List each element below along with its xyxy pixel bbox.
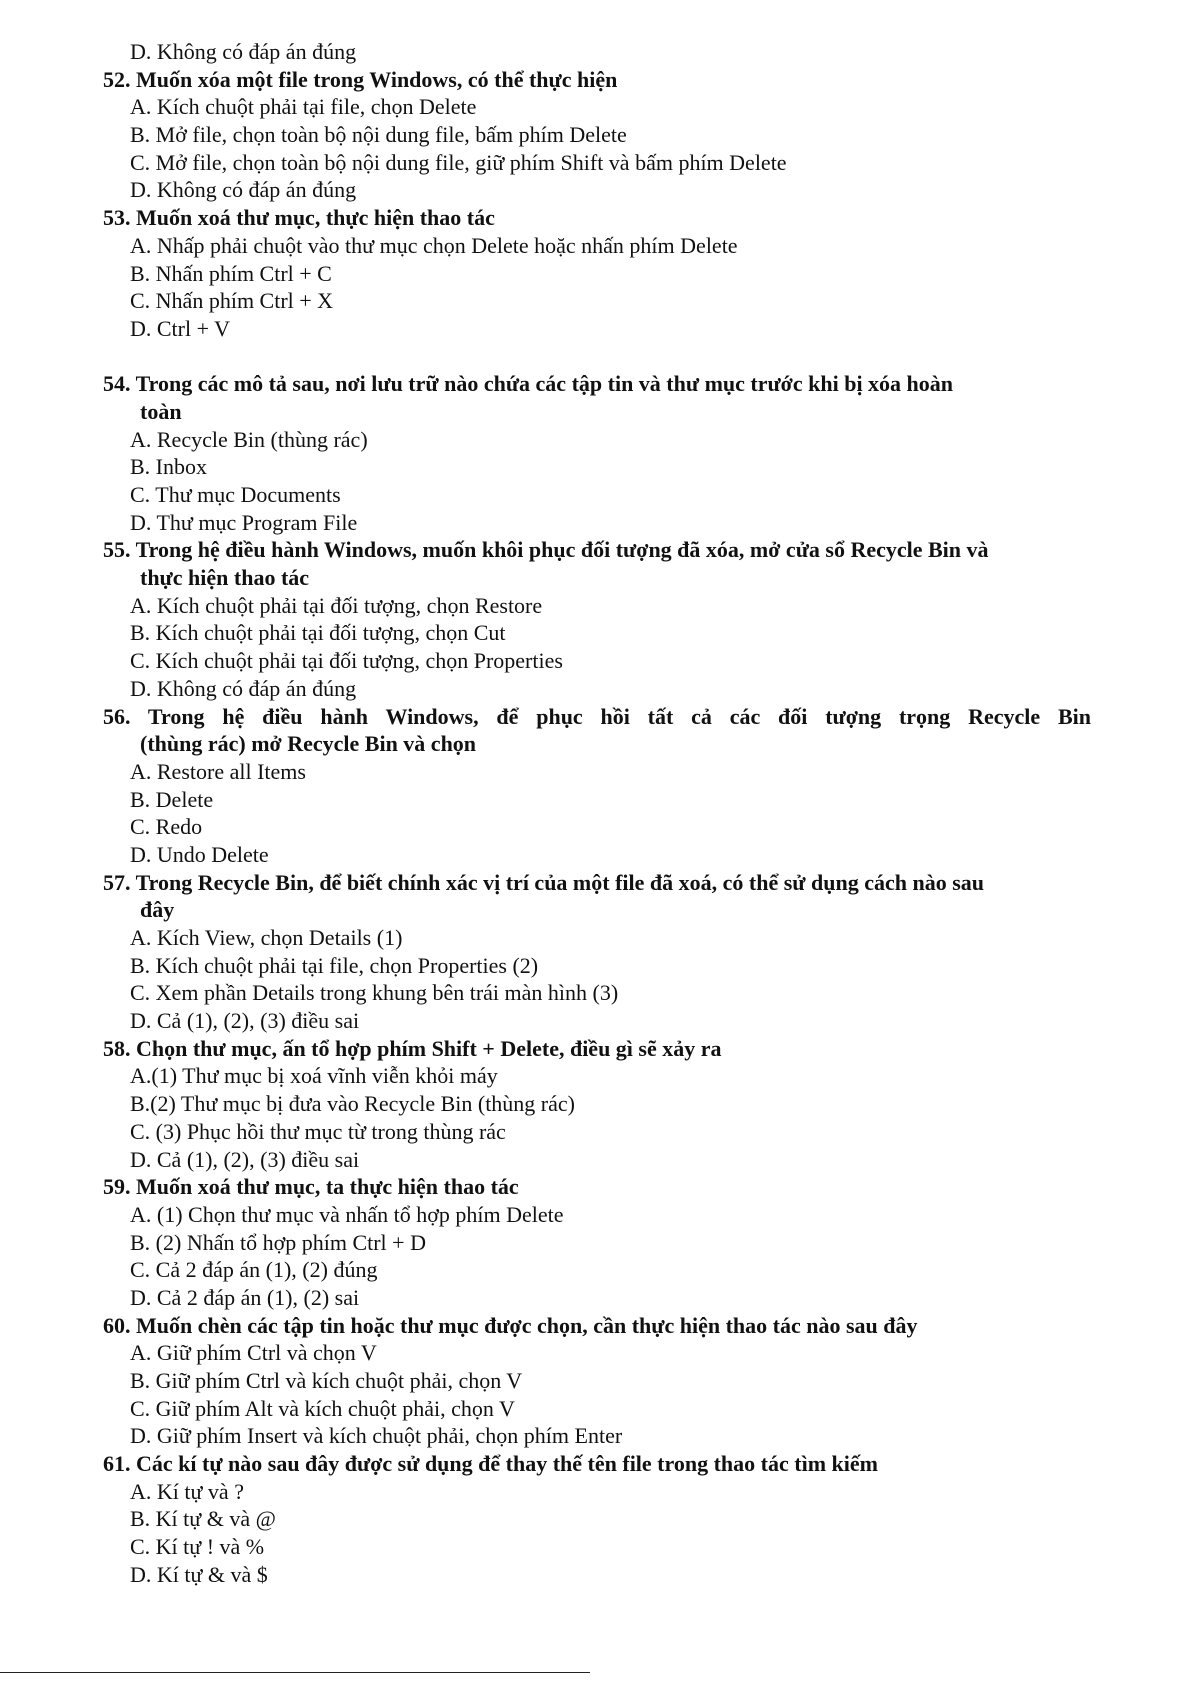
option-d: D. Không có đáp án đúng: [130, 675, 357, 701]
option-c: C. Cả 2 đáp án (1), (2) đúng: [130, 1257, 378, 1283]
option-a: A. Kích chuột phải tại file, chọn Delete: [130, 94, 477, 120]
question-52: 52. Muốn xóa một file trong Windows, có thể thực hiện: [103, 66, 618, 92]
option-d: D. Cả (1), (2), (3) điều sai: [130, 1008, 360, 1034]
option-c: C. Kích chuột phải tại đối tượng, chọn Properties: [130, 648, 563, 674]
question-59: 59. Muốn xoá thư mục, ta thực hiện thao tác: [103, 1174, 519, 1200]
option-d: D. Không có đáp án đúng: [130, 177, 357, 203]
option-c: C. (3) Phục hồi thư mục từ trong thùng rác: [130, 1118, 506, 1144]
option-b: B. Giữ phím Ctrl và kích chuột phải, chọn V: [130, 1368, 523, 1393]
question-61: 61. Các kí tự nào sau đây được sử dụng để thay thế tên file trong thao tác tìm kiếm: [103, 1451, 878, 1477]
option-c: C. Giữ phím Alt và kích chuột phải, chọn V: [130, 1395, 515, 1421]
option-d: D. Giữ phím Insert và kích chuột phải, chọn phím Enter: [130, 1423, 623, 1449]
option-a: A. (1) Chọn thư mục và nhấn tổ hợp phím Delete: [130, 1201, 564, 1227]
option-a: A.(1) Thư mục bị xoá vĩnh viễn khỏi máy: [130, 1063, 498, 1089]
option-a: A. Kích View, chọn Details (1): [130, 925, 403, 950]
option-b: B. (2) Nhấn tổ hợp phím Ctrl + D: [130, 1229, 426, 1255]
question-55-continuation: thực hiện thao tác: [140, 565, 310, 591]
question-54-continuation: toàn: [140, 398, 182, 424]
option-c: C. Xem phần Details trong khung bên trái màn hình (3): [130, 980, 619, 1006]
question-55: 55. Trong hệ điều hành Windows, muốn khôi phục đối tượng đã xóa, mở cửa sổ Recycle Bin và: [103, 537, 989, 563]
question-60: 60. Muốn chèn các tập tin hoặc thư mục được chọn, cần thực hiện thao tác nào sau đây: [103, 1312, 918, 1338]
option-d: D. Cả 2 đáp án (1), (2) sai: [130, 1284, 360, 1310]
option-b: B. Kích chuột phải tại đối tượng, chọn Cut: [130, 620, 506, 646]
question-53: 53. Muốn xoá thư mục, thực hiện thao tác: [103, 205, 495, 231]
option-a: A. Giữ phím Ctrl và chọn V: [130, 1340, 377, 1366]
option-b: B. Mở file, chọn toàn bộ nội dung file, bấm phím Delete: [130, 122, 627, 148]
option-c: C. Nhấn phím Ctrl + X: [130, 288, 334, 314]
option-b: B. Nhấn phím Ctrl + C: [130, 260, 332, 286]
option-b: B. Inbox: [130, 454, 207, 480]
option-a: A. Restore all Items: [130, 758, 306, 784]
option-c: C. Kí tự ! và %: [130, 1534, 265, 1560]
option-a: A. Kích chuột phải tại đối tượng, chọn Restore: [130, 592, 543, 618]
question-54: 54. Trong các mô tả sau, nơi lưu trữ nào chứa các tập tin và thư mục trước khi bị xóa hoàn: [103, 371, 954, 397]
blank-line: [0, 343, 1191, 371]
question-57-continuation: đây: [140, 897, 175, 923]
option-c: C. Thư mục Documents: [130, 482, 341, 507]
option-d: D. Kí tự & và $: [130, 1561, 268, 1587]
option-d: D. Undo Delete: [130, 841, 269, 867]
option-d: D. Cả (1), (2), (3) điều sai: [130, 1146, 360, 1172]
option-a: A. Nhấp phải chuột vào thư mục chọn Delete hoặc nhấn phím Delete: [130, 232, 738, 258]
option-b: B. Kí tự & và @: [130, 1506, 276, 1532]
option-c: C. Mở file, chọn toàn bộ nội dung file, giữ phím Shift và bấm phím Delete: [130, 149, 787, 175]
option-b: B. Kích chuột phải tại file, chọn Properties (2): [130, 952, 539, 978]
question-56-continuation: (thùng rác) mở Recycle Bin và chọn: [140, 731, 477, 757]
question-56: 56. Trong hệ điều hành Windows, để phục hồi tất cả các đối tượng trọng Recycle Bin: [103, 703, 1091, 729]
option-d: D. Thư mục Program File: [130, 509, 358, 535]
option-c: C. Redo: [130, 814, 203, 840]
option-b: B. Delete: [130, 786, 214, 812]
option-d: D. Ctrl + V: [130, 315, 231, 341]
footer-divider: [0, 1672, 590, 1673]
option-a: A. Kí tự và ?: [130, 1478, 244, 1504]
option-d: D. Không có đáp án đúng: [130, 39, 357, 64]
option-a: A. Recycle Bin (thùng rác): [130, 426, 368, 452]
question-list: [0, 38, 1191, 1589]
question-57: 57. Trong Recycle Bin, để biết chính xác vị trí của một file đã xoá, có thể sử dụng cách nào sau: [103, 869, 984, 895]
option-b: B.(2) Thư mục bị đưa vào Recycle Bin (thùng rác): [130, 1091, 575, 1117]
question-58: 58. Chọn thư mục, ấn tổ hợp phím Shift + Delete, điều gì sẽ xảy ra: [103, 1035, 722, 1061]
